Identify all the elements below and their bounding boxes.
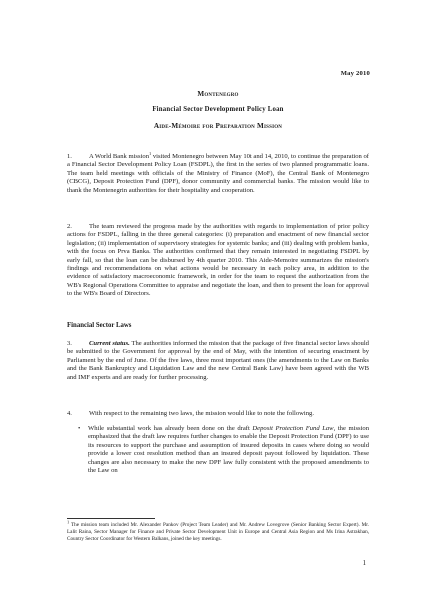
bullet-text-b: , the mission emphasized that the draft law requires further changes to enable the Deposit Protection Fund (DPF) to use its resources to support the purchase and assumption of insured deposits in cases where doing so would provide a lower cost resolution method than an insured deposit payout followed by liquidation. These changes are also necessary to make the new DPF law fully consistent with the proposed amendments to the Law on [88,425,370,475]
paragraph-2-text: The team reviewed the progress made by the authorities with regards to implementation of prior policy actions for FSDPL, falling in the three general categories: (i) preparation and enactment of new financial sector legislation; (ii) implementation of supervisory strategies for systemic banks; and (iii) dealing with problem banks, with the focus on Prva Banka. The authorities confirmed that they remain interested in negotiating FSDPL by early fall, so that the loan can be disbursed by 4th quarter 2010. This Aide-Memoire summarizes the mission's findings and recommendations on what actions would be necessary in each policy area, in addition to the evidence of satisfactory macroeconomic framework, in order for the team to request the authorization from the WB's Regional Operations Committee to appraise and negotiate the loan, and then to present the loan for approval to the WB's Board of Directors. [67,223,369,298]
paragraph-4 [67,410,369,418]
paragraph-4-text: With respect to the remaining two laws, the mission would like to note the following. [89,410,314,417]
paragraph-number: 3. [67,340,72,347]
paragraph-number: 4. [67,410,72,417]
paragraph-3 [67,340,369,382]
paragraph-1 [67,150,369,195]
document-date: May 2010 [340,70,370,77]
footnote-reference: 1 [149,150,152,156]
paragraph-1-text-a: A World Bank mission [89,153,149,160]
paragraph-1-text-b: visited Montenegro between May 10t and 14, 2010, to continue the preparation of a Financial Sector Development Policy Loan (FSDPL), the first in the series of two planned programmatic loans. The team held meetings with officials of the Ministry of Finance (MoF), the Central Bank of Montenegro (CBCG), Deposit Protection Fund (DPF), donor community and commercial banks. The mission would like to thank the Montenegrin authorities for their hospitality and cooperation. [67,153,369,194]
heading-country: Montenegro [197,90,239,98]
heading-loan-title: Financial Sector Development Policy Loan [152,106,284,113]
footnote [67,519,369,543]
bullet-law-name: Deposit Protection Fund Law [252,425,334,432]
bullet-item [78,425,370,475]
footnote-text: The mission team included Mr. Alexander Pankov (Project Team Leader) and Mr. Andrew Lovegrove (Senior Banking Sector Expert). Mr. Lalit Raina, Sector Manager for Finance and Private Sector Development Unit in Europe and Central Asia Region and Ms Irina Astrakhan, Country Sector Coordinator for Western Balkans, joined the key meetings. [67,522,369,542]
footnote-number: 1 [67,519,70,525]
bullet-icon: • [78,425,81,432]
paragraph-2 [67,223,369,299]
page-number: 1 [362,560,366,567]
paragraph-3-text: The authorities informed the mission that the package of five financial sector laws should be submitted to the Government for approval by the end of May, with the intention of securing enactment by Parliament by the end of June. Of the five laws, three most important ones (the amendments to the Law on Banks and the Bank Bankruptcy and Liquidation Law and the new Central Bank Law) have been agreed with the WB and IMF experts and are ready for further processing. [67,340,369,381]
heading-aide-memoire: Aide-Mémoire for Preparation Mission [153,122,283,130]
paragraph-number: 2. [67,223,72,230]
paragraph-number: 1. [67,153,72,160]
section-heading: Financial Sector Laws [67,322,132,329]
paragraph-3-lead: Current status. [89,340,130,347]
bullet-text-a: While substantial work has already been done on the draft [88,425,253,432]
footnote-divider [67,518,155,519]
